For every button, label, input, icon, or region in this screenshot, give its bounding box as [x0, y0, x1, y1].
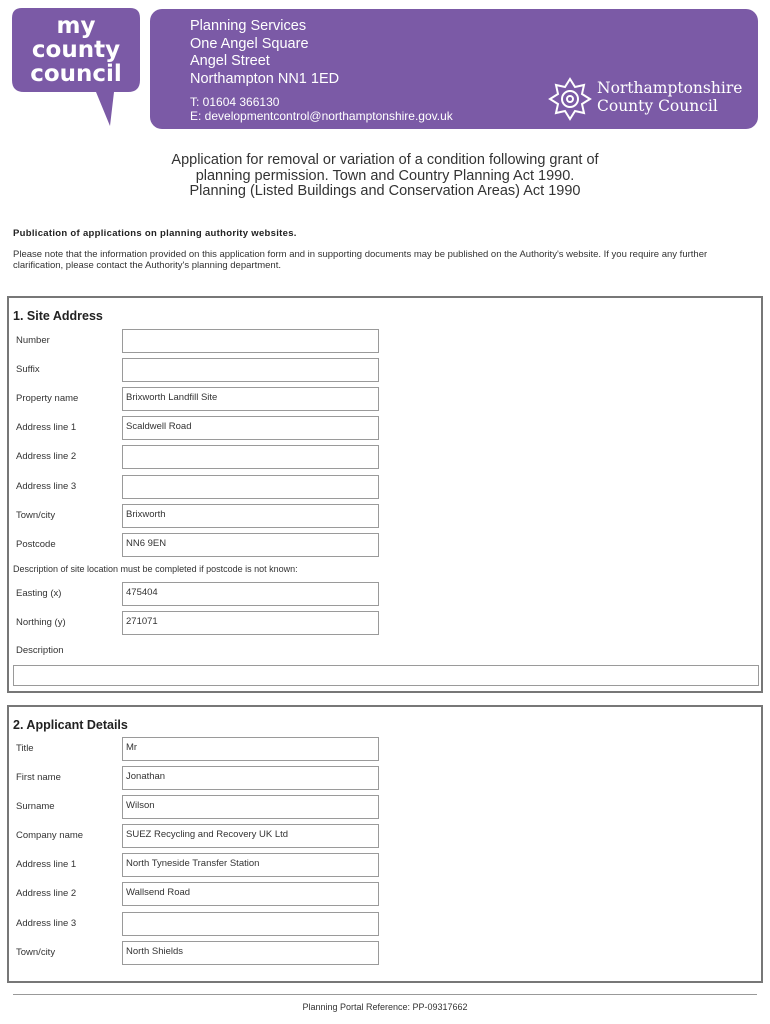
logo-text-county: county — [31, 37, 121, 63]
address-block — [190, 18, 339, 88]
applicant-details-section — [7, 705, 763, 983]
portal-reference: Planning Portal Reference: PP-09317662 — [302, 1002, 468, 1012]
field-label: Address line 1 — [16, 422, 77, 433]
postcode-field[interactable]: NN6 9EN — [122, 533, 379, 557]
form-row-company-name — [9, 824, 761, 848]
field-label: Company name — [16, 830, 84, 841]
form-row-title — [9, 737, 761, 761]
field-label: Address line 2 — [16, 888, 77, 899]
form-row-address-line-2 — [9, 445, 761, 469]
email-address: E: developmentcontrol@northamptonshire.gov.uk — [190, 109, 453, 123]
address-line: One Angel Square — [190, 35, 309, 52]
title-field[interactable]: Mr — [122, 737, 379, 761]
footer-divider — [13, 994, 757, 995]
field-label: Address line 3 — [16, 918, 77, 929]
form-row-address-line-1 — [9, 416, 761, 440]
surname-field[interactable]: Wilson — [122, 795, 379, 819]
form-row-town-city — [9, 941, 761, 965]
form-row-address-line-2 — [9, 882, 761, 906]
location-note: Description of site location must be completed if postcode is not known: — [13, 564, 298, 574]
field-label: Postcode — [16, 539, 56, 550]
applicant-address-line-1-field[interactable]: North Tyneside Transfer Station — [122, 853, 379, 877]
council-name-line1: Northamptonshire — [597, 79, 743, 97]
title-line: planning permission. Town and Country Planning Act 1990. — [195, 167, 575, 184]
address-line: Planning Services — [190, 18, 307, 34]
applicant-town-city-field[interactable]: North Shields — [122, 941, 379, 965]
easting-field[interactable]: 475404 — [122, 582, 379, 606]
form-row-first-name — [9, 766, 761, 790]
form-row-property-name — [9, 387, 761, 411]
number-field[interactable] — [122, 329, 379, 353]
logo-text-my: my — [56, 13, 96, 39]
my-county-council-logo — [12, 8, 140, 128]
northing-field[interactable]: 271071 — [122, 611, 379, 635]
publication-heading: Publication of applications on planning authority websites. — [13, 228, 297, 239]
description-label: Description — [16, 645, 64, 656]
form-row-address-line-3 — [9, 912, 761, 936]
applicant-address-line-2-field[interactable]: Wallsend Road — [122, 882, 379, 906]
rose-crown-icon — [547, 77, 593, 121]
form-title — [0, 153, 770, 200]
publication-notice: Please note that the information provided on this application form and in supporting documents may be published on the Authority's website. If you require any further clarification, please contact the Authority's planning department. — [13, 249, 708, 271]
description-field[interactable] — [13, 665, 759, 686]
form-row-easting — [9, 582, 761, 606]
company-name-field[interactable]: SUEZ Recycling and Recovery UK Ltd — [122, 824, 379, 848]
town-city-field[interactable]: Brixworth — [122, 504, 379, 528]
applicant-address-line-3-field[interactable] — [122, 912, 379, 936]
address-line-2-field[interactable] — [122, 445, 379, 469]
title-line: Planning (Listed Buildings and Conservation Areas) Act 1990 — [189, 183, 581, 199]
form-row-address-line-3 — [9, 475, 761, 499]
first-name-field[interactable]: Jonathan — [122, 766, 379, 790]
contact-block — [190, 95, 453, 123]
form-row-suffix — [9, 358, 761, 382]
field-label: First name — [16, 772, 61, 783]
field-label: Surname — [16, 801, 55, 812]
address-line-1-field[interactable]: Scaldwell Road — [122, 416, 379, 440]
council-emblem — [547, 77, 757, 119]
header-banner — [150, 9, 758, 129]
field-label: Northing (y) — [16, 617, 66, 628]
site-address-section — [7, 296, 763, 693]
logo-text-council: council — [30, 61, 122, 87]
field-label: Town/city — [16, 510, 56, 521]
field-label: Title — [16, 743, 34, 754]
field-label: Town/city — [16, 947, 56, 958]
form-row-town-city — [9, 504, 761, 528]
suffix-field[interactable] — [122, 358, 379, 382]
field-label: Number — [16, 335, 50, 346]
form-row-address-line-1 — [9, 853, 761, 877]
section-title: 1. Site Address — [13, 309, 103, 323]
field-label: Suffix — [16, 364, 40, 375]
section-title: 2. Applicant Details — [13, 718, 128, 732]
property-name-field[interactable]: Brixworth Landfill Site — [122, 387, 379, 411]
form-row-postcode — [9, 533, 761, 557]
field-label: Property name — [16, 393, 79, 404]
phone-number: T: 01604 366130 — [190, 95, 280, 109]
field-label: Address line 1 — [16, 859, 77, 870]
field-label: Address line 3 — [16, 481, 77, 492]
field-label: Easting (x) — [16, 588, 62, 599]
address-line: Angel Street — [190, 53, 270, 69]
title-line: Application for removal or variation of a condition following grant of — [171, 152, 599, 168]
address-line-3-field[interactable] — [122, 475, 379, 499]
address-line: Northampton NN1 1ED — [190, 70, 340, 87]
form-row-number — [9, 329, 761, 353]
form-row-surname — [9, 795, 761, 819]
form-row-northing — [9, 611, 761, 635]
field-label: Address line 2 — [16, 451, 77, 462]
council-name-line2: County Council — [597, 97, 718, 115]
